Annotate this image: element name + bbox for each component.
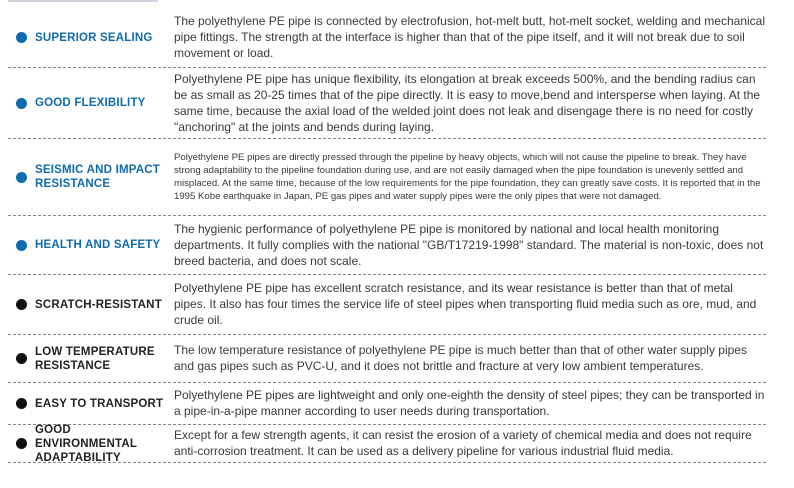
feature-title: LOW TEMPERATURE RESISTANCE xyxy=(35,345,155,372)
feature-row-superior-sealing xyxy=(8,8,766,68)
feature-description: The polyethylene PE pipe is connected by electrofusion, hot-melt butt, hot-melt socket, welding and mechanical pipe fittings. The strength at the interface is higher than that of the pipe itself, and it will not break due to soil movement or load. xyxy=(174,14,765,60)
feature-title: EASY TO TRANSPORT xyxy=(35,397,164,410)
feature-row-environmental xyxy=(8,425,766,463)
feature-description: Polyethylene PE pipes are lightweight and only one-eighth the density of steel pipes; they can be transported in a pipe-in-a-pipe manner according to user needs during transportation. xyxy=(174,388,765,418)
feature-heading xyxy=(8,31,172,45)
feature-heading xyxy=(8,298,172,312)
feature-heading xyxy=(8,345,172,373)
feature-title: GOOD FLEXIBILITY xyxy=(35,97,146,109)
feature-heading xyxy=(8,423,172,465)
feature-title: GOOD ENVIRONMENTAL ADAPTABILITY xyxy=(35,423,137,464)
feature-heading xyxy=(8,238,172,252)
feature-description: Except for a few strength agents, it can resist the erosion of a variety of chemical media and does not require anti-corrosion treatment. It can be used as a delivery pipeline for various industrial fluid media. xyxy=(174,428,752,458)
bullet-dot-icon xyxy=(16,240,27,251)
feature-description: Polyethylene PE pipe has excellent scratch resistance, and its wear resistance is better than that of metal pipes. It also has four times the service life of steel pipes when transporting fluid media such as ore, mud, and crude oil. xyxy=(174,281,757,327)
bullet-dot-icon xyxy=(16,172,27,183)
feature-description: Polyethylene PE pipe has unique flexibility, its elongation at break exceeds 500%, and the bending radius can be as small as 20-25 times that of the pipe directly. It is easy to move,bend and intersperse when laying. At the same time, because the axial load of the welded joint does not leak and disengage there is no need for costly "anchoring" at the joints and bends during laying. xyxy=(174,71,761,134)
feature-title: SEISMIC AND IMPACT RESISTANCE xyxy=(35,164,160,190)
feature-description: Polyethylene PE pipes are directly pressed through the pipeline by heavy objects, which will not cause the pipeline to break. They have strong adaptability to the pipeline foundation during use, and are not easily damaged when the pipe foundation is unevenly settled and misplaced. At the same time, because of the low requirements for the pipe foundation, they can greatly save costs. It is reported that in the 1995 Kobe earthquake in Japan, PE gas pipes and water supply pipes were the only pipes that were not damaged. xyxy=(174,151,761,202)
feature-row-health-safety xyxy=(8,216,766,275)
bullet-dot-icon xyxy=(16,98,27,109)
feature-row-scratch-resistant xyxy=(8,275,766,335)
feature-description: The low temperature resistance of polyethylene PE pipe is much better than that of other water supply pipes and gas pipes such as PVC-U, and it does not brittle and fracture at very low ambient temperatures. xyxy=(174,343,747,373)
feature-row-seismic-impact xyxy=(8,139,766,216)
bullet-dot-icon xyxy=(16,398,27,409)
bullet-dot-icon xyxy=(16,32,27,43)
top-rule xyxy=(8,0,158,2)
feature-row-easy-transport xyxy=(8,383,766,425)
feature-list xyxy=(8,8,766,463)
feature-heading xyxy=(8,397,172,411)
feature-description: The hygienic performance of polyethylene PE pipe is monitored by national and local health monitoring departments. It fully complies with the national "GB/T17219-1998" standard. The material is non-toxic, does not breed bacteria, and does not scale. xyxy=(174,221,764,268)
feature-heading xyxy=(8,163,172,191)
bullet-dot-icon xyxy=(16,438,27,449)
bullet-dot-icon xyxy=(16,353,27,364)
bullet-dot-icon xyxy=(16,299,27,310)
feature-title: SCRATCH-RESISTANT xyxy=(35,298,162,311)
feature-title: HEALTH AND SAFETY xyxy=(35,239,161,251)
feature-row-low-temperature xyxy=(8,335,766,383)
feature-title: SUPERIOR SEALING xyxy=(35,31,153,44)
feature-row-good-flexibility xyxy=(8,68,766,139)
feature-heading xyxy=(8,96,172,110)
